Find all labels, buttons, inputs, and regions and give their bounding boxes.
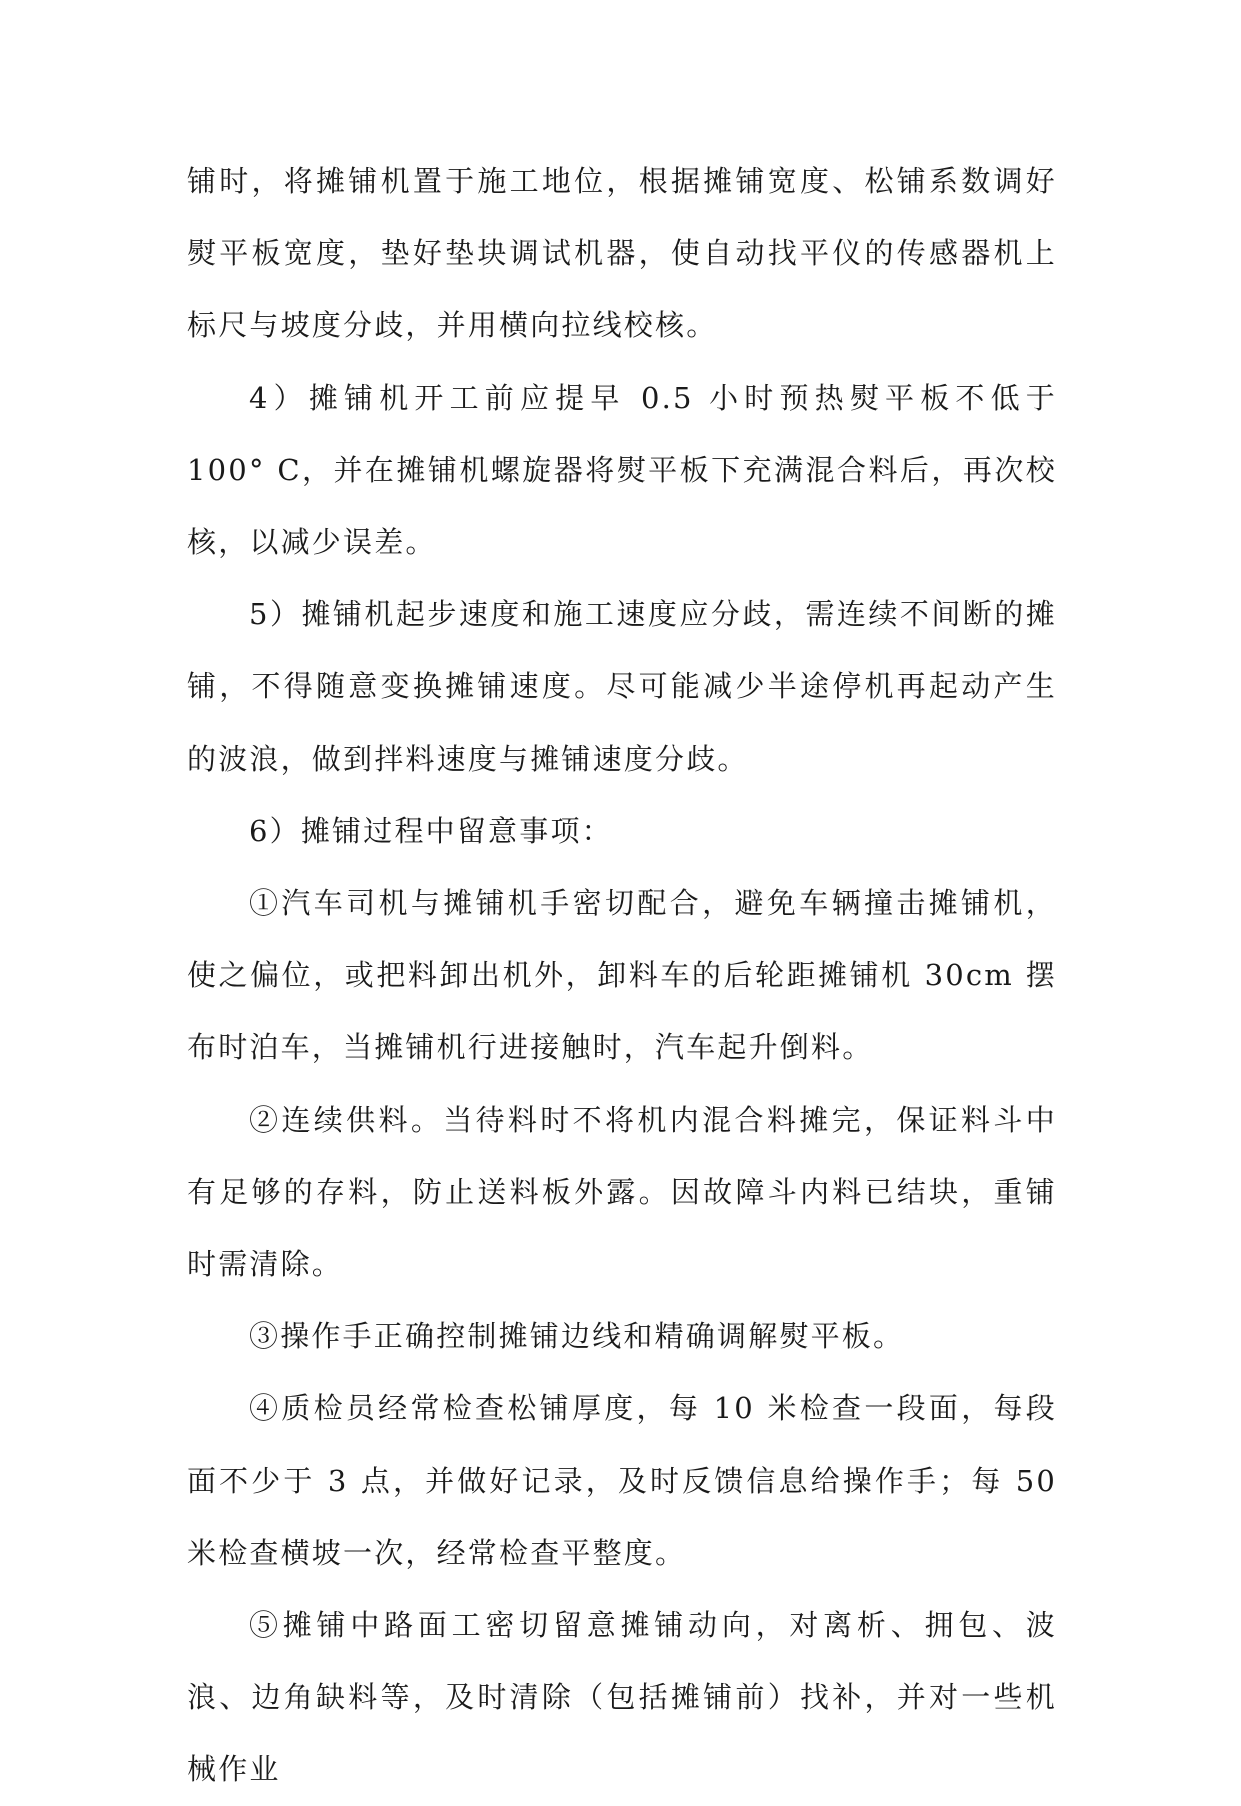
paragraph-item-6-heading: 6）摊铺过程中留意事项： [249, 813, 613, 848]
paragraph-subitem-3: ③操作手正确控制摊铺边线和精确调解熨平板。 [249, 1319, 905, 1354]
paragraph-item-4: 4）摊铺机开工前应提早 0.5 小时预热熨平板不低于 100° C，并在摊铺机螺旋器将熨平板下充满混合料后，再次校核，以减少误差。 [187, 380, 1057, 560]
paragraph-continuation: 铺时，将摊铺机置于施工地位，根据摊铺宽度、松铺系数调好熨平板宽度，垫好垫块调试机器，使自动找平仪的传感器机上标尺与坡度分歧，并用横向拉线校核。 [187, 164, 1057, 343]
paragraph-subitem-5: ⑤摊铺中路面工密切留意摊铺动向，对离析、拥包、波浪、边角缺料等，及时清除（包括摊铺前）找补，并对一些机械作业 [187, 1608, 1057, 1787]
paragraph-subitem-1: ①汽车司机与摊铺机手密切配合，避免车辆撞击摊铺机，使之偏位，或把料卸出机外，卸料车的后轮距摊铺机 30cm 摆布时泊车，当摊铺机行进接触时，汽车起升倒料。 [187, 886, 1057, 1065]
document-body [187, 145, 1057, 1806]
paragraph-subitem-4: ④质检员经常检查松铺厚度，每 10 米检查一段面，每段面不少于 3 点，并做好记录，及时反馈信息给操作手；每 50 米检查横坡一次，经常检查平整度。 [187, 1391, 1057, 1570]
paragraph-subitem-2: ②连续供料。当待料时不将机内混合料摊完，保证料斗中有足够的存料，防止送料板外露。因故障斗内料已结块，重铺时需清除。 [187, 1102, 1057, 1282]
paragraph-item-5: 5）摊铺机起步速度和施工速度应分歧，需连续不间断的摊铺，不得随意变换摊铺速度。尽可能减少半途停机再起动产生的波浪，做到拌料速度与摊铺速度分歧。 [187, 597, 1057, 776]
